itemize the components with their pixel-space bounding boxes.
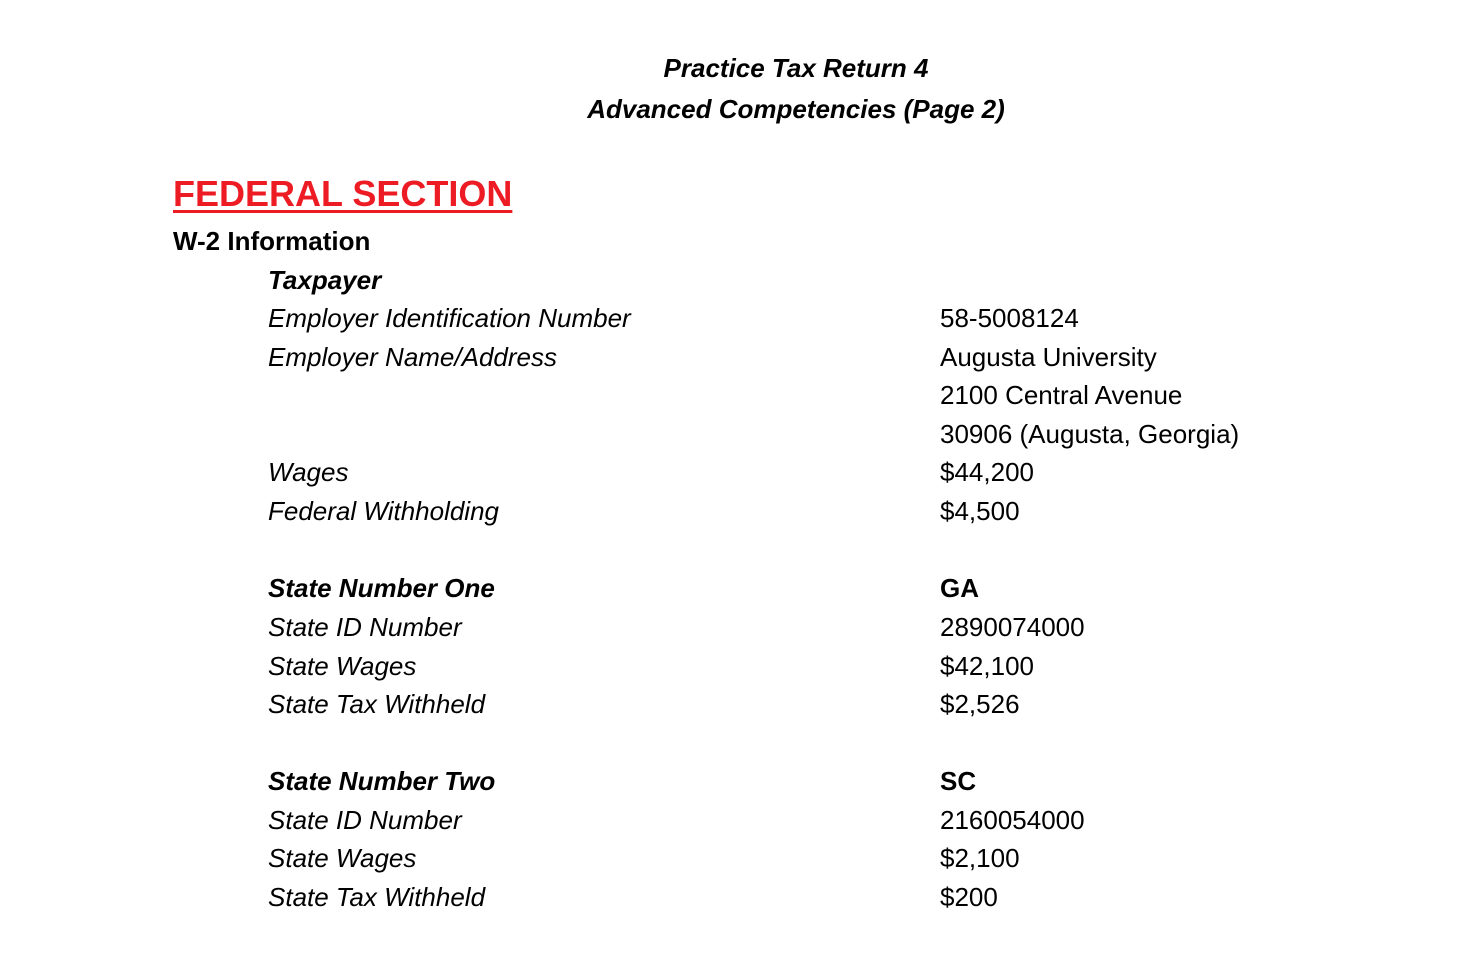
state-two-heading: State Number Two xyxy=(268,766,496,796)
federal-withholding-row xyxy=(0,493,1480,529)
ein-label: Employer Identification Number xyxy=(268,303,631,333)
state-one-id-label: State ID Number xyxy=(268,612,462,642)
employer-name-row xyxy=(0,339,1480,375)
state-one-heading-row xyxy=(0,570,1480,606)
state-two-heading-row xyxy=(0,763,1480,799)
federal-withholding-label: Federal Withholding xyxy=(268,496,500,526)
state-one-heading: State Number One xyxy=(268,573,495,603)
state-two-wages-value: $2,100 xyxy=(940,843,1020,873)
taxpayer-heading: Taxpayer xyxy=(268,265,382,295)
employer-name-value: Augusta University xyxy=(940,342,1157,372)
document-title: Practice Tax Return 4 xyxy=(663,53,929,83)
state-two-tax-label: State Tax Withheld xyxy=(268,882,486,912)
state-one-wages-row xyxy=(0,648,1480,684)
employer-city-row xyxy=(0,416,1480,452)
state-two-tax-row xyxy=(0,879,1480,915)
taxpayer-heading-row xyxy=(0,262,1480,298)
state-two-wages-row xyxy=(0,840,1480,876)
employer-street-value: 2100 Central Avenue xyxy=(940,380,1183,410)
state-two-id-row xyxy=(0,802,1480,838)
document-subtitle: Advanced Competencies (Page 2) xyxy=(587,94,1005,124)
state-one-tax-label: State Tax Withheld xyxy=(268,689,486,719)
wages-value: $44,200 xyxy=(940,457,1034,487)
state-two-code: SC xyxy=(940,766,977,796)
w2-information-heading: W-2 Information xyxy=(173,226,371,256)
ein-value: 58-5008124 xyxy=(940,303,1079,333)
state-one-id-value: 2890074000 xyxy=(940,612,1085,642)
wages-label: Wages xyxy=(268,457,349,487)
ein-row xyxy=(0,300,1480,336)
federal-section-heading: FEDERAL SECTION xyxy=(173,173,513,214)
state-one-code: GA xyxy=(940,573,979,603)
state-two-tax-value: $200 xyxy=(940,882,998,912)
state-one-tax-row xyxy=(0,686,1480,722)
federal-withholding-value: $4,500 xyxy=(940,496,1020,526)
state-two-id-label: State ID Number xyxy=(268,805,462,835)
state-one-id-row xyxy=(0,609,1480,645)
state-one-tax-value: $2,526 xyxy=(940,689,1020,719)
state-one-wages-label: State Wages xyxy=(268,651,417,681)
employer-label: Employer Name/Address xyxy=(268,342,557,372)
state-two-id-value: 2160054000 xyxy=(940,805,1085,835)
employer-street-row xyxy=(0,377,1480,413)
wages-row xyxy=(0,454,1480,490)
state-two-wages-label: State Wages xyxy=(268,843,417,873)
employer-city-value: 30906 (Augusta, Georgia) xyxy=(940,419,1240,449)
state-one-wages-value: $42,100 xyxy=(940,651,1034,681)
